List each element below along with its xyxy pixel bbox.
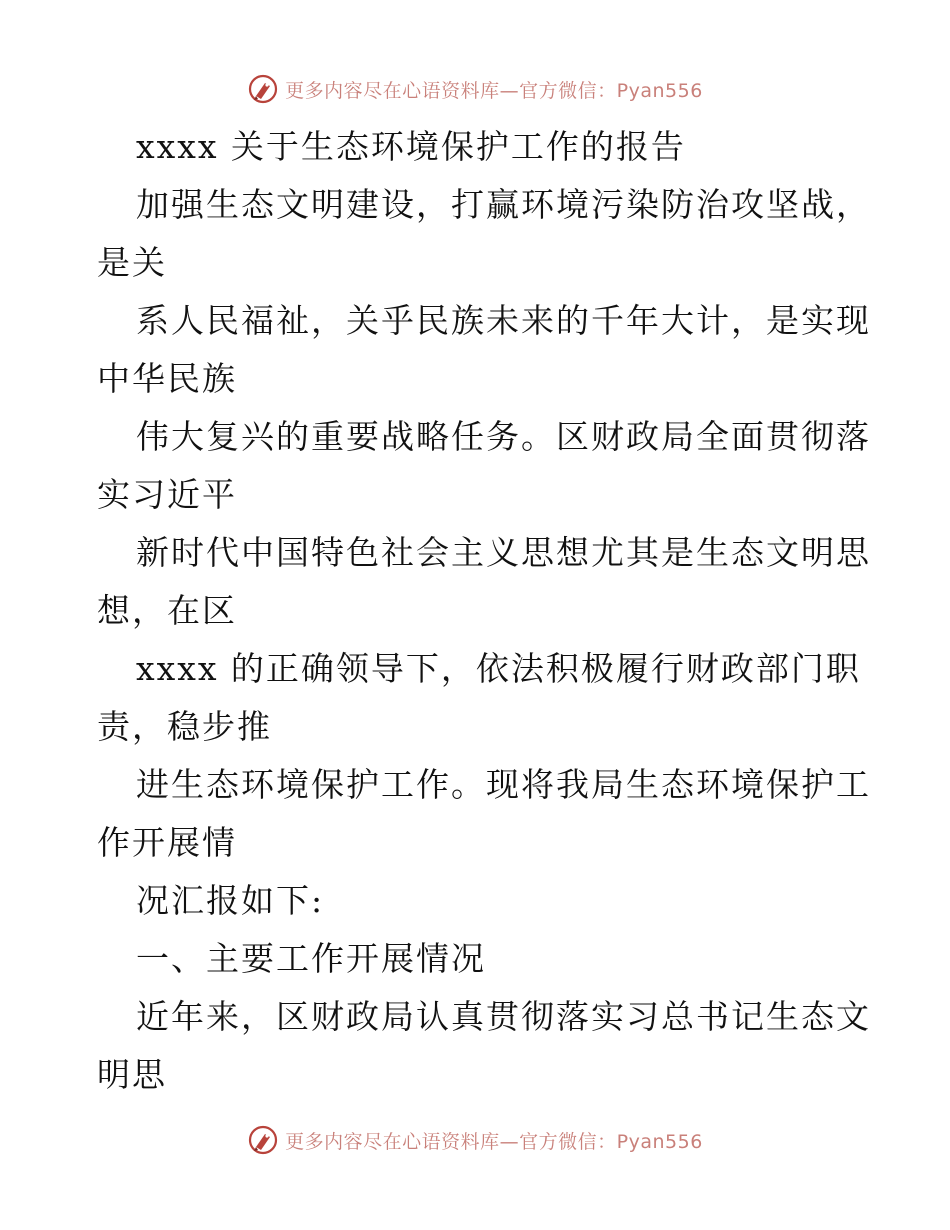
document-title: xxxx 关于生态环境保护工作的报告 — [136, 127, 686, 166]
paragraph-line: 作开展情 — [97, 823, 237, 862]
paragraph-line: 明思 — [97, 1055, 167, 1094]
paragraph-line: 伟大复兴的重要战略任务。区财政局全面贯彻落 — [136, 417, 871, 456]
paragraph-line: 系人民福祉，关乎民族未来的千年大计，是实现 — [136, 301, 871, 340]
paragraph-line: 加强生态文明建设，打赢环境污染防治攻坚战， — [136, 185, 871, 224]
watermark-text: 更多内容尽在心语资料库—官方微信：Pyan556 — [285, 1130, 703, 1153]
pen-nib-logo-icon — [247, 1124, 279, 1156]
document-body — [97, 118, 871, 1104]
section-heading: 一、主要工作开展情况 — [136, 939, 486, 978]
paragraph-line: 近年来，区财政局认真贯彻落实习总书记生态文 — [136, 997, 871, 1036]
footer-watermark — [0, 1120, 950, 1160]
paragraph-line: 进生态环境保护工作。现将我局生态环境保护工 — [136, 765, 871, 804]
paragraph-line: 新时代中国特色社会主义思想尤其是生态文明思 — [136, 533, 871, 572]
paragraph-line: 是关 — [97, 243, 167, 282]
paragraph-line: 想，在区 — [97, 591, 237, 630]
paragraph-line: 实习近平 — [97, 475, 237, 514]
paragraph-line: xxxx 的正确领导下，依法积极履行财政部门职 — [136, 649, 861, 688]
watermark-text: 更多内容尽在心语资料库—官方微信：Pyan556 — [285, 79, 703, 102]
paragraph-line: 中华民族 — [97, 359, 237, 398]
paragraph-line: 况汇报如下: — [136, 881, 325, 920]
pen-nib-logo-icon — [247, 73, 279, 105]
paragraph-line: 责，稳步推 — [97, 707, 272, 746]
header-watermark — [0, 69, 950, 109]
